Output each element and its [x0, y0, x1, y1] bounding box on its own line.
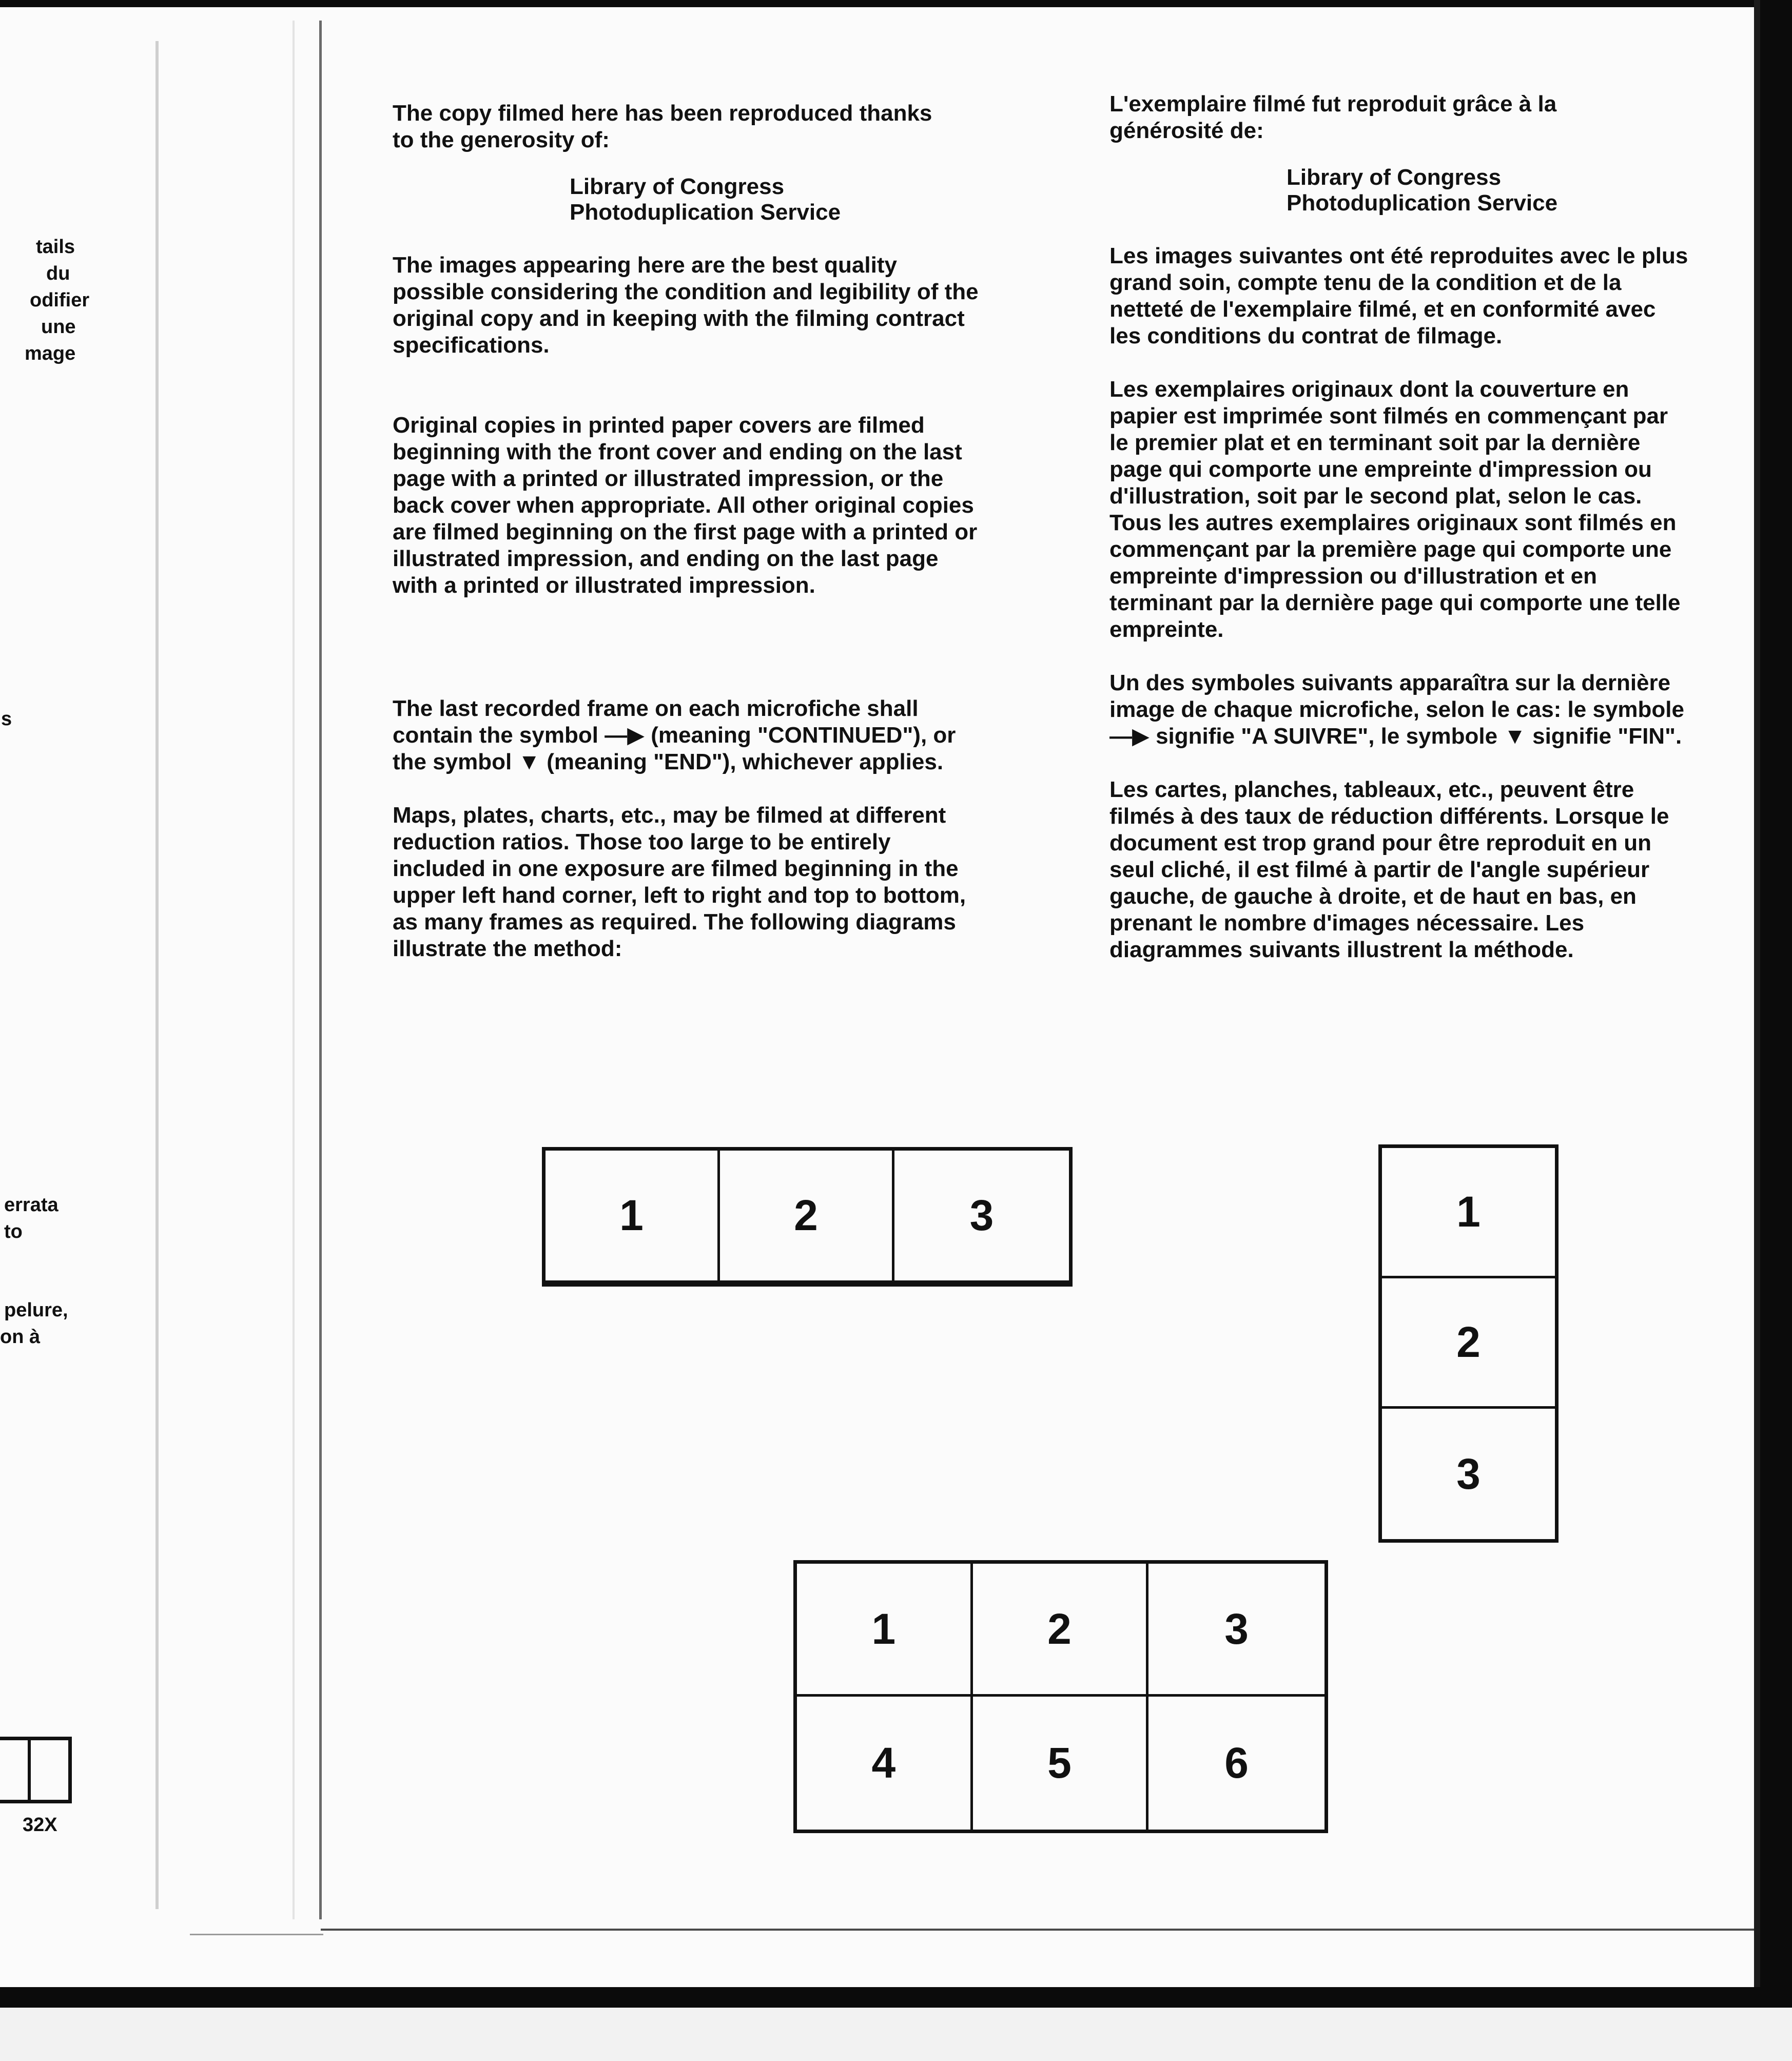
french-column: [1109, 91, 1689, 990]
french-intro-line1: L'exemplaire filmé fut reproduit grâce à la: [1109, 91, 1557, 116]
french-maps-paragraph: Les cartes, planches, tableaux, etc., peuvent être filmés à des taux de réduction différents. Lorsque le document est trop grand pour être reproduit en un seul cliché, il est filmé à partir de l'angle supérieur gauche, de gauche à droite, et de haut en bas, en prenant le nombre d'images nécessaire. Les diagrammes suivants illustrent la méthode.: [1109, 777, 1669, 962]
fragment-text: tails: [36, 236, 75, 258]
diagram-horizontal: [542, 1147, 1073, 1287]
frame-cell: 3: [894, 1151, 1069, 1283]
page-bottom-edge: [321, 1929, 1758, 1931]
english-quality-paragraph: The images appearing here are the best quality possible considering the condition and legibility of the original copy and in keeping with the filming contract specifications.: [393, 252, 979, 358]
english-maps-paragraph: Maps, plates, charts, etc., may be filmed at different reduction ratios. Those too large to be entirely included in one exposure are filmed beginning in the upper left hand corner, left to right and top to bottom, as many frames as required. The following diagrams illustrate the method:: [393, 803, 966, 961]
frame-cell: 3: [1456, 1449, 1481, 1498]
reduction-label: 32X: [23, 1814, 57, 1836]
page-fold-shadow: [155, 41, 159, 1909]
frame-cell: 2: [720, 1151, 894, 1283]
fragment-text: mage: [25, 343, 76, 364]
fragment-text: errata: [4, 1194, 59, 1216]
french-quality-paragraph: Les images suivantes ont été reproduites avec le plus grand soin, compte tenu de la condition et de la netteté de l'exemplaire filmé, et en conformité avec les conditions du contrat de filmage.: [1109, 243, 1688, 348]
frame-right-edge: [1754, 0, 1760, 1987]
english-intro-line2: to the generosity of:: [393, 127, 610, 152]
next-frame-strip: [0, 2008, 1792, 2061]
frame-cell: 3: [1148, 1564, 1324, 1697]
french-intro-line2: générosité de:: [1109, 118, 1264, 143]
english-library: [570, 174, 988, 225]
frame-cell: 6: [1224, 1739, 1249, 1787]
english-intro: [393, 100, 988, 153]
french-library: [1287, 165, 1689, 216]
page-bottom-edge-left: [190, 1934, 323, 1935]
library-name: Library of Congress: [1287, 165, 1502, 190]
frame-cell: 1: [797, 1564, 973, 1697]
frame-cell: 5: [973, 1697, 1149, 1830]
fragment-text: du: [46, 263, 70, 284]
diagram-vertical: [1378, 1144, 1559, 1543]
reduction-scale-box: [0, 1737, 72, 1803]
fragment-text: une: [41, 316, 76, 338]
fragment-text: odifier: [30, 289, 90, 311]
english-symbols-paragraph: The last recorded frame on each microfiche shall contain the symbol —▶ (meaning "CONTINUED"), or the symbol ▼ (meaning "END"), whichever applies.: [393, 696, 956, 774]
frame-cell: 4: [797, 1697, 973, 1830]
frame-cell: 1: [546, 1151, 720, 1283]
fragment-text: on à: [0, 1326, 41, 1348]
frame-cell: 1: [1382, 1148, 1555, 1278]
page-fold-edge: [293, 21, 295, 1919]
library-name: Library of Congress: [570, 174, 785, 199]
english-intro-line1: The copy filmed here has been reproduced thanks: [393, 101, 932, 126]
library-service: Photoduplication Service: [570, 200, 841, 225]
frame-cell: 2: [1382, 1278, 1555, 1409]
page-fold-line: [319, 21, 322, 1919]
french-symbols-paragraph: Un des symboles suivants apparaîtra sur la dernière image de chaque microfiche, selon le cas: le symbole —▶ signifie "A SUIVRE", le symbole ▼ signifie "FIN".: [1109, 670, 1684, 749]
fragment-text: s: [1, 708, 12, 730]
diagram-grid: [793, 1560, 1328, 1833]
french-originals-paragraph: Les exemplaires originaux dont la couverture en papier est imprimée sont filmés en commençant par le premier plat et en terminant soit par la dernière page qui comporte une empreinte d'impression ou d'illustration, soit par le second plat, selon le cas. Tous les autres exemplaires originaux sont filmés en commençant par la première page qui comporte une empreinte d'impression ou d'illustration et en terminant par la dernière page qui comporte une telle empreinte.: [1109, 377, 1681, 642]
english-column: [393, 100, 988, 989]
french-intro: [1109, 91, 1689, 144]
frame-cell: 2: [973, 1564, 1149, 1697]
fragment-text: to: [4, 1221, 23, 1242]
library-service: Photoduplication Service: [1287, 190, 1558, 216]
fragment-text: pelure,: [4, 1299, 68, 1321]
english-originals-paragraph: Original copies in printed paper covers are filmed beginning with the front cover and ending on the last page with a printed or illustrated impression, or the back cover when appropriate. All other original copies are filmed beginning on the first page with a printed or illustrated impression, and ending on the last page with a printed or illustrated impression.: [393, 413, 978, 598]
